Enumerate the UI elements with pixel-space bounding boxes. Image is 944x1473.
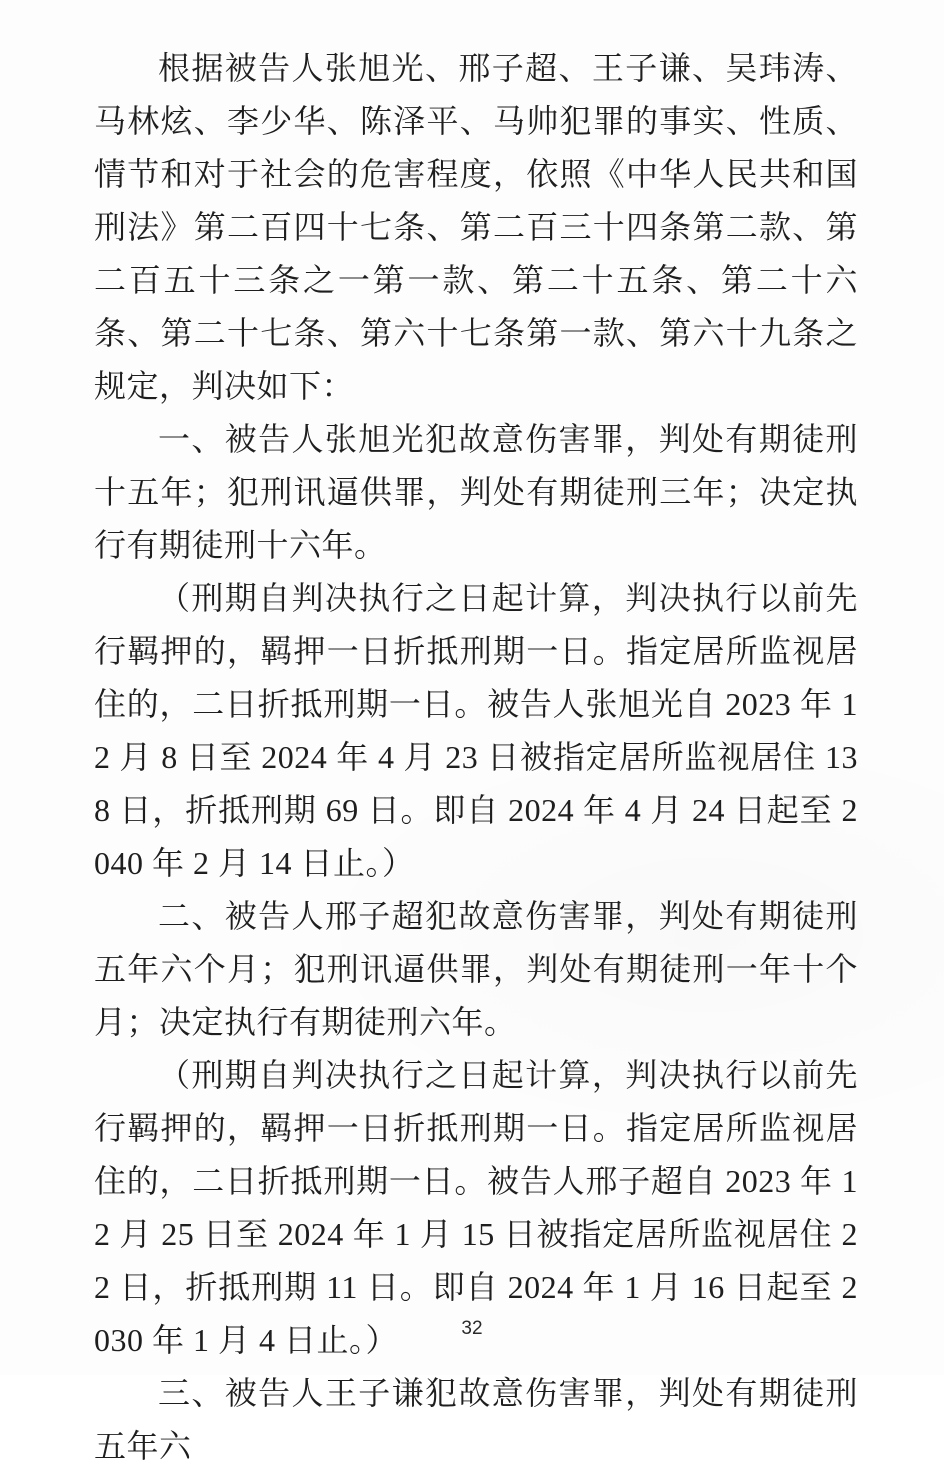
page-number: 32 bbox=[461, 1318, 483, 1339]
paragraph-legal-basis: 根据被告人张旭光、邢子超、王子谦、吴玮涛、马林炫、李少华、陈泽平、马帅犯罪的事实、性质、情节和对于社会的危害程度，依照《中华人民共和国刑法》第二百四十七条、第二百三十四条第二款、第二百五十三条之一第一款、第二十五条、第二十六条、第二十七条、第六十七条第一款、第六十九条之规定，判决如下： bbox=[94, 50, 858, 404]
paragraph-term-note-1: （刑期自判决执行之日起计算，判决执行以前先行羁押的，羁押一日折抵刑期一日。指定居所监视居住的，二日折抵刑期一日。被告人张旭光自 2023 年 12 月 8 日至 2024 年 4 月 23 日被指定居所监视居住 138 日，折抵刑期 69 日。即自 2024 年 4 月 24 日起至 2040 年 2 月 14 日止。） bbox=[94, 580, 858, 881]
paragraph-verdict-item-3: 三、被告人王子谦犯故意伤害罪，判处有期徒刑五年六 bbox=[94, 1375, 858, 1464]
judgment-text-block bbox=[94, 42, 858, 1473]
paragraph-term-note-2: （刑期自判决执行之日起计算，判决执行以前先行羁押的，羁押一日折抵刑期一日。指定居所监视居住的，二日折抵刑期一日。被告人邢子超自 2023 年 12 月 25 日至 2024 年 1 月 15 日被指定居所监视居住 22 日，折抵刑期 11 日。即自 2024 年 1 月 16 日起至 2030 年 1 月 4 日止。） bbox=[94, 1057, 858, 1358]
paragraph-verdict-item-2: 二、被告人邢子超犯故意伤害罪，判处有期徒刑五年六个月；犯刑讯逼供罪，判处有期徒刑一年十个月；决定执行有期徒刑六年。 bbox=[94, 898, 858, 1040]
paragraph-verdict-item-1: 一、被告人张旭光犯故意伤害罪，判处有期徒刑十五年；犯刑讯逼供罪，判处有期徒刑三年；决定执行有期徒刑十六年。 bbox=[94, 421, 858, 563]
